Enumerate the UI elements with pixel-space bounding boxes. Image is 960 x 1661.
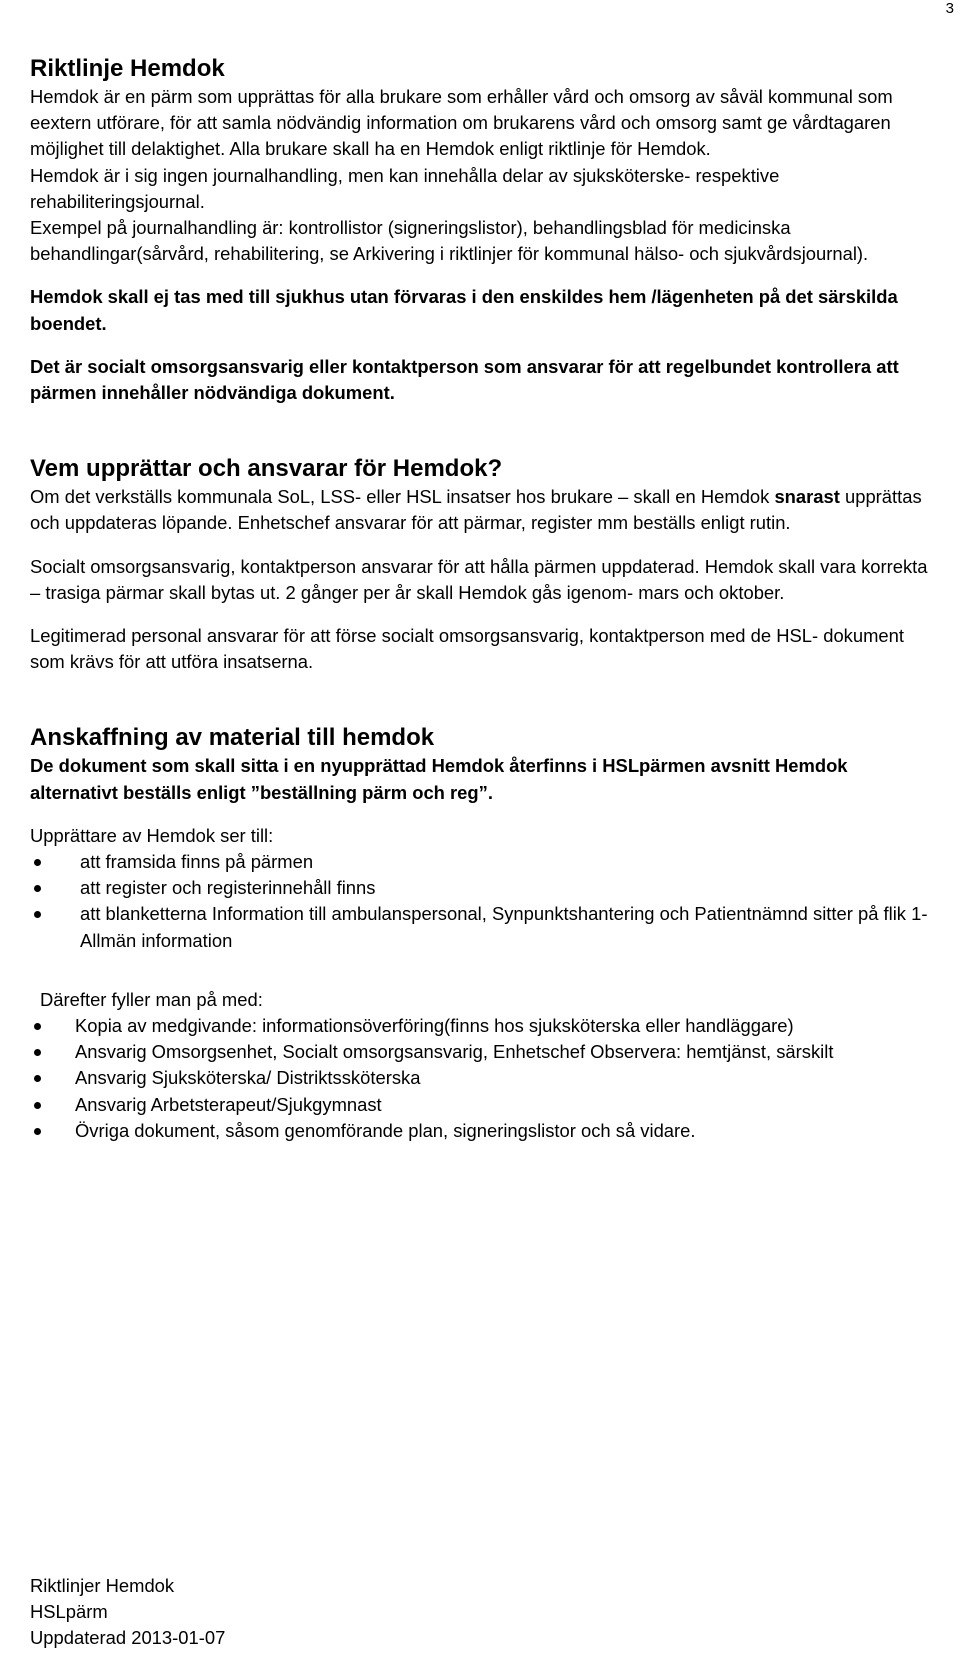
list-item: att blanketterna Information till ambulanspersonal, Synpunktshantering och Patientnämnd sitter på flik 1- Allmän information [30,901,940,953]
intro-paragraph: Hemdok är en pärm som upprättas för alla brukare som erhåller vård och omsorg av såväl kommunal som eextern utförare, för att samla nödvändig information om brukarens vård och omsorg samt ge vårdtagaren möjlighet till delaktighet. Alla brukare skall ha en Hemdok enligt riktlinje för Hemdok. [30,86,893,160]
list-item: att register och registerinnehåll finns [30,875,940,901]
footer-doc-title: Riktlinjer Hemdok [30,1575,175,1596]
bullet-icon [34,911,41,918]
footer-updated: Uppdaterad 2013-01-07 [30,1627,226,1648]
list-item: Ansvarig Sjuksköterska/ Distriktssköterska [30,1065,940,1091]
bullet-icon [34,1102,41,1109]
bullet-icon [34,1049,41,1056]
list-item: Övriga dokument, såsom genomförande plan, signeringslistor och så vidare. [30,1118,940,1144]
journal-paragraph: Hemdok är i sig ingen journalhandling, men kan innehålla delar av sjuksköterske- respektive rehabiliteringsjournal. [30,164,780,212]
update-paragraph: Socialt omsorgsansvarig, kontaktperson ansvarar för att hålla pärmen uppdaterad. Hemdok skall vara korrekta – trasiga pärmar skall bytas ut. 2 gånger per år skall Hemdok gås igenom- mars och oktober. [30,555,928,603]
bullet-icon [34,885,41,892]
establish-text-a: Om det verkställs kommunala SoL, LSS- eller HSL insatser hos brukare – skall en Hemdok [30,486,775,508]
list-item: Kopia av medgivande: informationsöverföring(finns hos sjuksköterska eller handläggare) [30,1013,940,1039]
page-number: 3 [945,0,954,17]
licensed-staff-paragraph: Legitimerad personal ansvarar för att förse socialt omsorgsansvarig, kontaktperson med de HSL- dokument som krävs för att utföra insatserna. [30,625,904,673]
section-title-riktlinje: Riktlinje Hemdok [30,55,225,82]
documents-note: De dokument som skall sitta i en nyupprättad Hemdok återfinns i HSLpärmen avsnitt Hemdok alternativt beställs enligt ”beställning pärm och reg”. [30,755,848,803]
bullet-icon [34,1128,41,1135]
bullet-icon [34,1023,41,1030]
page-footer [30,1573,225,1651]
footer-binder: HSLpärm [30,1601,108,1622]
establish-paragraph [30,484,940,536]
section-title-vem: Vem upprättar och ansvarar för Hemdok? [30,455,503,483]
establish-bold: snarast [774,486,840,508]
list-b-intro: Därefter fyller man på med: [40,988,263,1010]
hospital-note: Hemdok skall ej tas med till sjukhus utan förvaras i den enskildes hem /lägenheten på det särskilda boendet. [30,286,898,334]
list-item: att framsida finns på pärmen [30,849,940,875]
list-item: Ansvarig Arbetsterapeut/Sjukgymnast [30,1092,940,1118]
list-a-intro: Upprättare av Hemdok ser till: [30,824,274,846]
checklist-fill [30,1013,940,1144]
example-paragraph: Exempel på journalhandling är: kontrollistor (signeringslistor), behandlingsblad för medicinska behandlingar(sårvård, rehabilitering, se Arkivering i riktlinjer för kommunal hälso- och sjukvårdsjournal). [30,217,869,265]
bullet-icon [34,859,41,866]
responsibility-note: Det är socialt omsorgsansvarig eller kontaktperson som ansvarar för att regelbundet kontrollera att pärmen innehåller nödvändiga dokument. [30,355,899,404]
document-body [30,54,940,1144]
bullet-icon [34,1075,41,1082]
list-item: Ansvarig Omsorgsenhet, Socialt omsorgsansvarig, Enhetschef Observera: hemtjänst, särskilt [30,1039,940,1065]
section-title-anskaffning: Anskaffning av material till hemdok [30,724,435,752]
establish-text-b: upprättas och uppdateras löpande. Enhetschef ansvarar för att pärmar, register mm beställs enligt rutin. [30,486,922,534]
checklist-establish [30,849,940,954]
